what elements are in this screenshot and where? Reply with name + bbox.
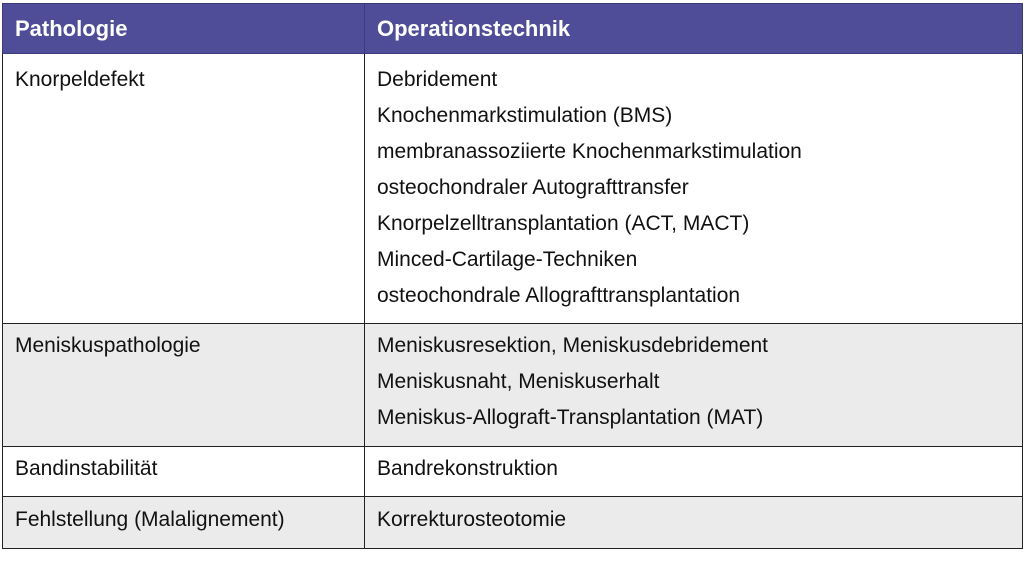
table-row	[3, 497, 1023, 549]
table-header-row	[3, 4, 1023, 54]
technique-cell	[365, 497, 1023, 549]
pathology-cell	[3, 447, 365, 497]
table-row	[3, 54, 1023, 324]
pathology-label: Knorpeldefekt	[15, 68, 145, 91]
pathology-label: Bandinstabilität	[15, 457, 158, 480]
column-header-technique: Operationstechnik	[365, 4, 1023, 54]
pathology-label: Meniskuspathologie	[15, 334, 201, 357]
technique-item: Minced-Cartilage-Techniken	[377, 248, 638, 271]
pathology-technique-table	[2, 3, 1023, 549]
technique-cell	[365, 54, 1023, 324]
pathology-label: Fehlstellung (Malalignement)	[15, 508, 285, 531]
technique-item: Knochenmarkstimulation (BMS)	[377, 104, 673, 127]
technique-item: osteochondraler Autografttransfer	[377, 176, 689, 199]
table-row	[3, 324, 1023, 447]
technique-item: Bandrekonstruktion	[377, 457, 558, 480]
technique-item: Knorpelzelltransplantation (ACT, MACT)	[377, 212, 750, 235]
technique-item: osteochondrale Allografttransplantation	[377, 284, 741, 307]
column-header-pathology: Pathologie	[3, 4, 365, 54]
technique-item: Meniskus-Allograft-Transplantation (MAT)	[377, 406, 764, 429]
pathology-cell	[3, 324, 365, 447]
pathology-cell	[3, 54, 365, 324]
technique-item: Debridement	[377, 68, 498, 91]
table-row	[3, 447, 1023, 497]
pathology-cell	[3, 497, 365, 549]
technique-cell	[365, 324, 1023, 447]
technique-item: Meniskusnaht, Meniskuserhalt	[377, 370, 660, 393]
technique-cell	[365, 447, 1023, 497]
technique-item: Meniskusresektion, Meniskusdebridement	[377, 334, 769, 357]
technique-item: membranassoziierte Knochenmarkstimulation	[377, 140, 802, 163]
technique-item: Korrekturosteotomie	[377, 508, 567, 531]
